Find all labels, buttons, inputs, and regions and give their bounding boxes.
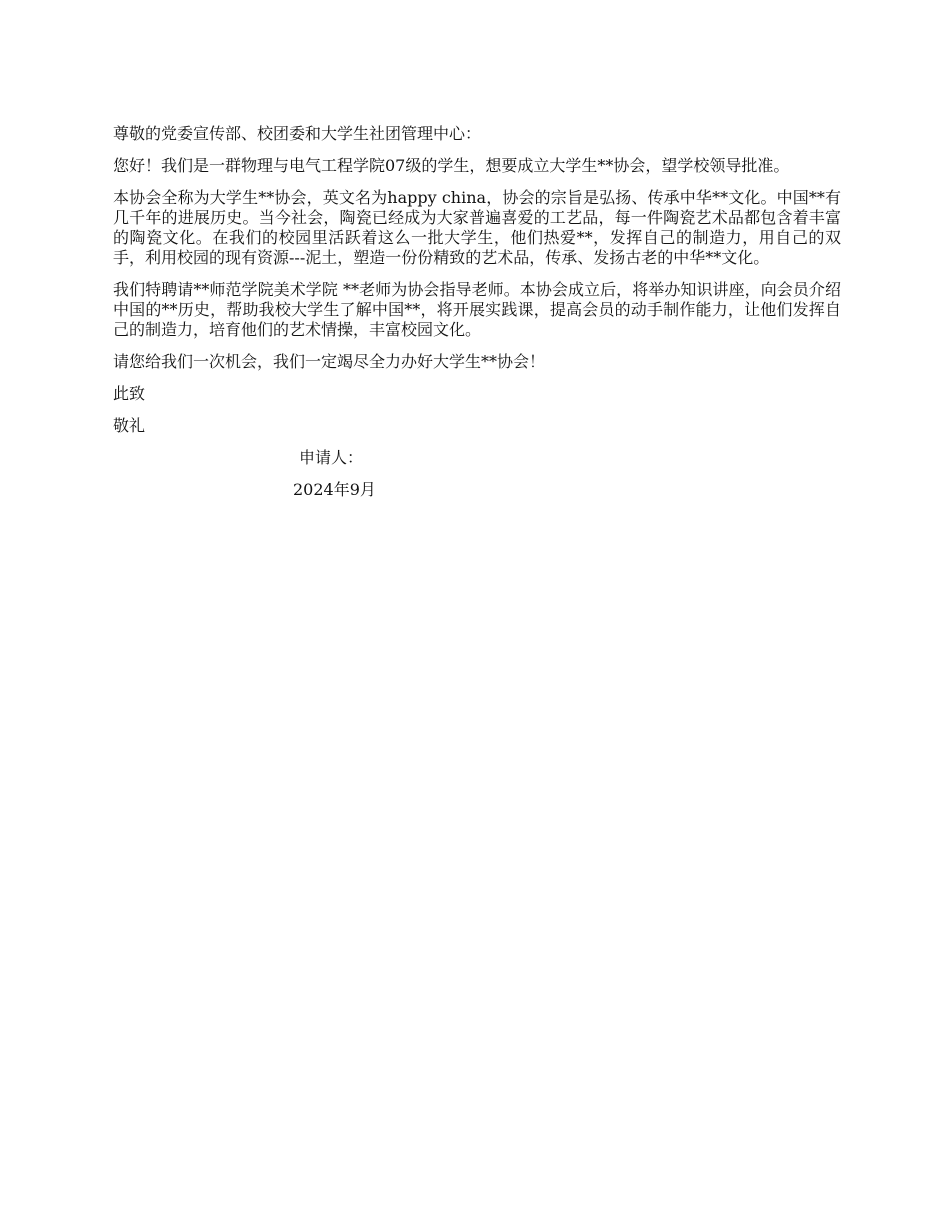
letter-body [113,124,841,512]
paragraph-greeting: 您好！我们是一群物理与电气工程学院07级的学生，想要成立大学生**协会，望学校领导批准。 [113,156,790,175]
closing-jingli: 敬礼 [113,416,146,435]
letter-date: 2024年9月 [293,480,376,499]
salutation: 尊敬的党委宣传部、校团委和大学生社团管理中心： [113,124,482,143]
closing-cizhi: 此致 [113,384,146,403]
paragraph-advisor: 我们特聘请**师范学院美术学院 **老师为协会指导老师。本协会成立后，将举办知识讲座，向会员介绍中国的**历史，帮助我校大学生了解中国**，将开展实践课，提高会员的动手制作能力，让他们发挥自己的制造力，培育他们的艺术情操，丰富校园文化。 [113,280,841,339]
paragraph-request: 请您给我们一次机会，我们一定竭尽全力办好大学生**协会！ [113,352,546,371]
paragraph-purpose: 本协会全称为大学生**协会，英文名为happy china，协会的宗旨是弘扬、传承中华**文化。中国**有几千年的进展历史。当今社会，陶瓷已经成为大家普遍喜爱的工艺品，每一件陶瓷艺术品都包含着丰富的陶瓷文化。在我们的校园里活跃着这么一批大学生，他们热爱**，发挥自己的制造力，用自己的双手，利用校园的现有资源---泥土，塑造一份份精致的艺术品，传承、发扬古老的中华**文化。 [113,188,841,267]
applicant-label: 申请人： [299,448,364,467]
